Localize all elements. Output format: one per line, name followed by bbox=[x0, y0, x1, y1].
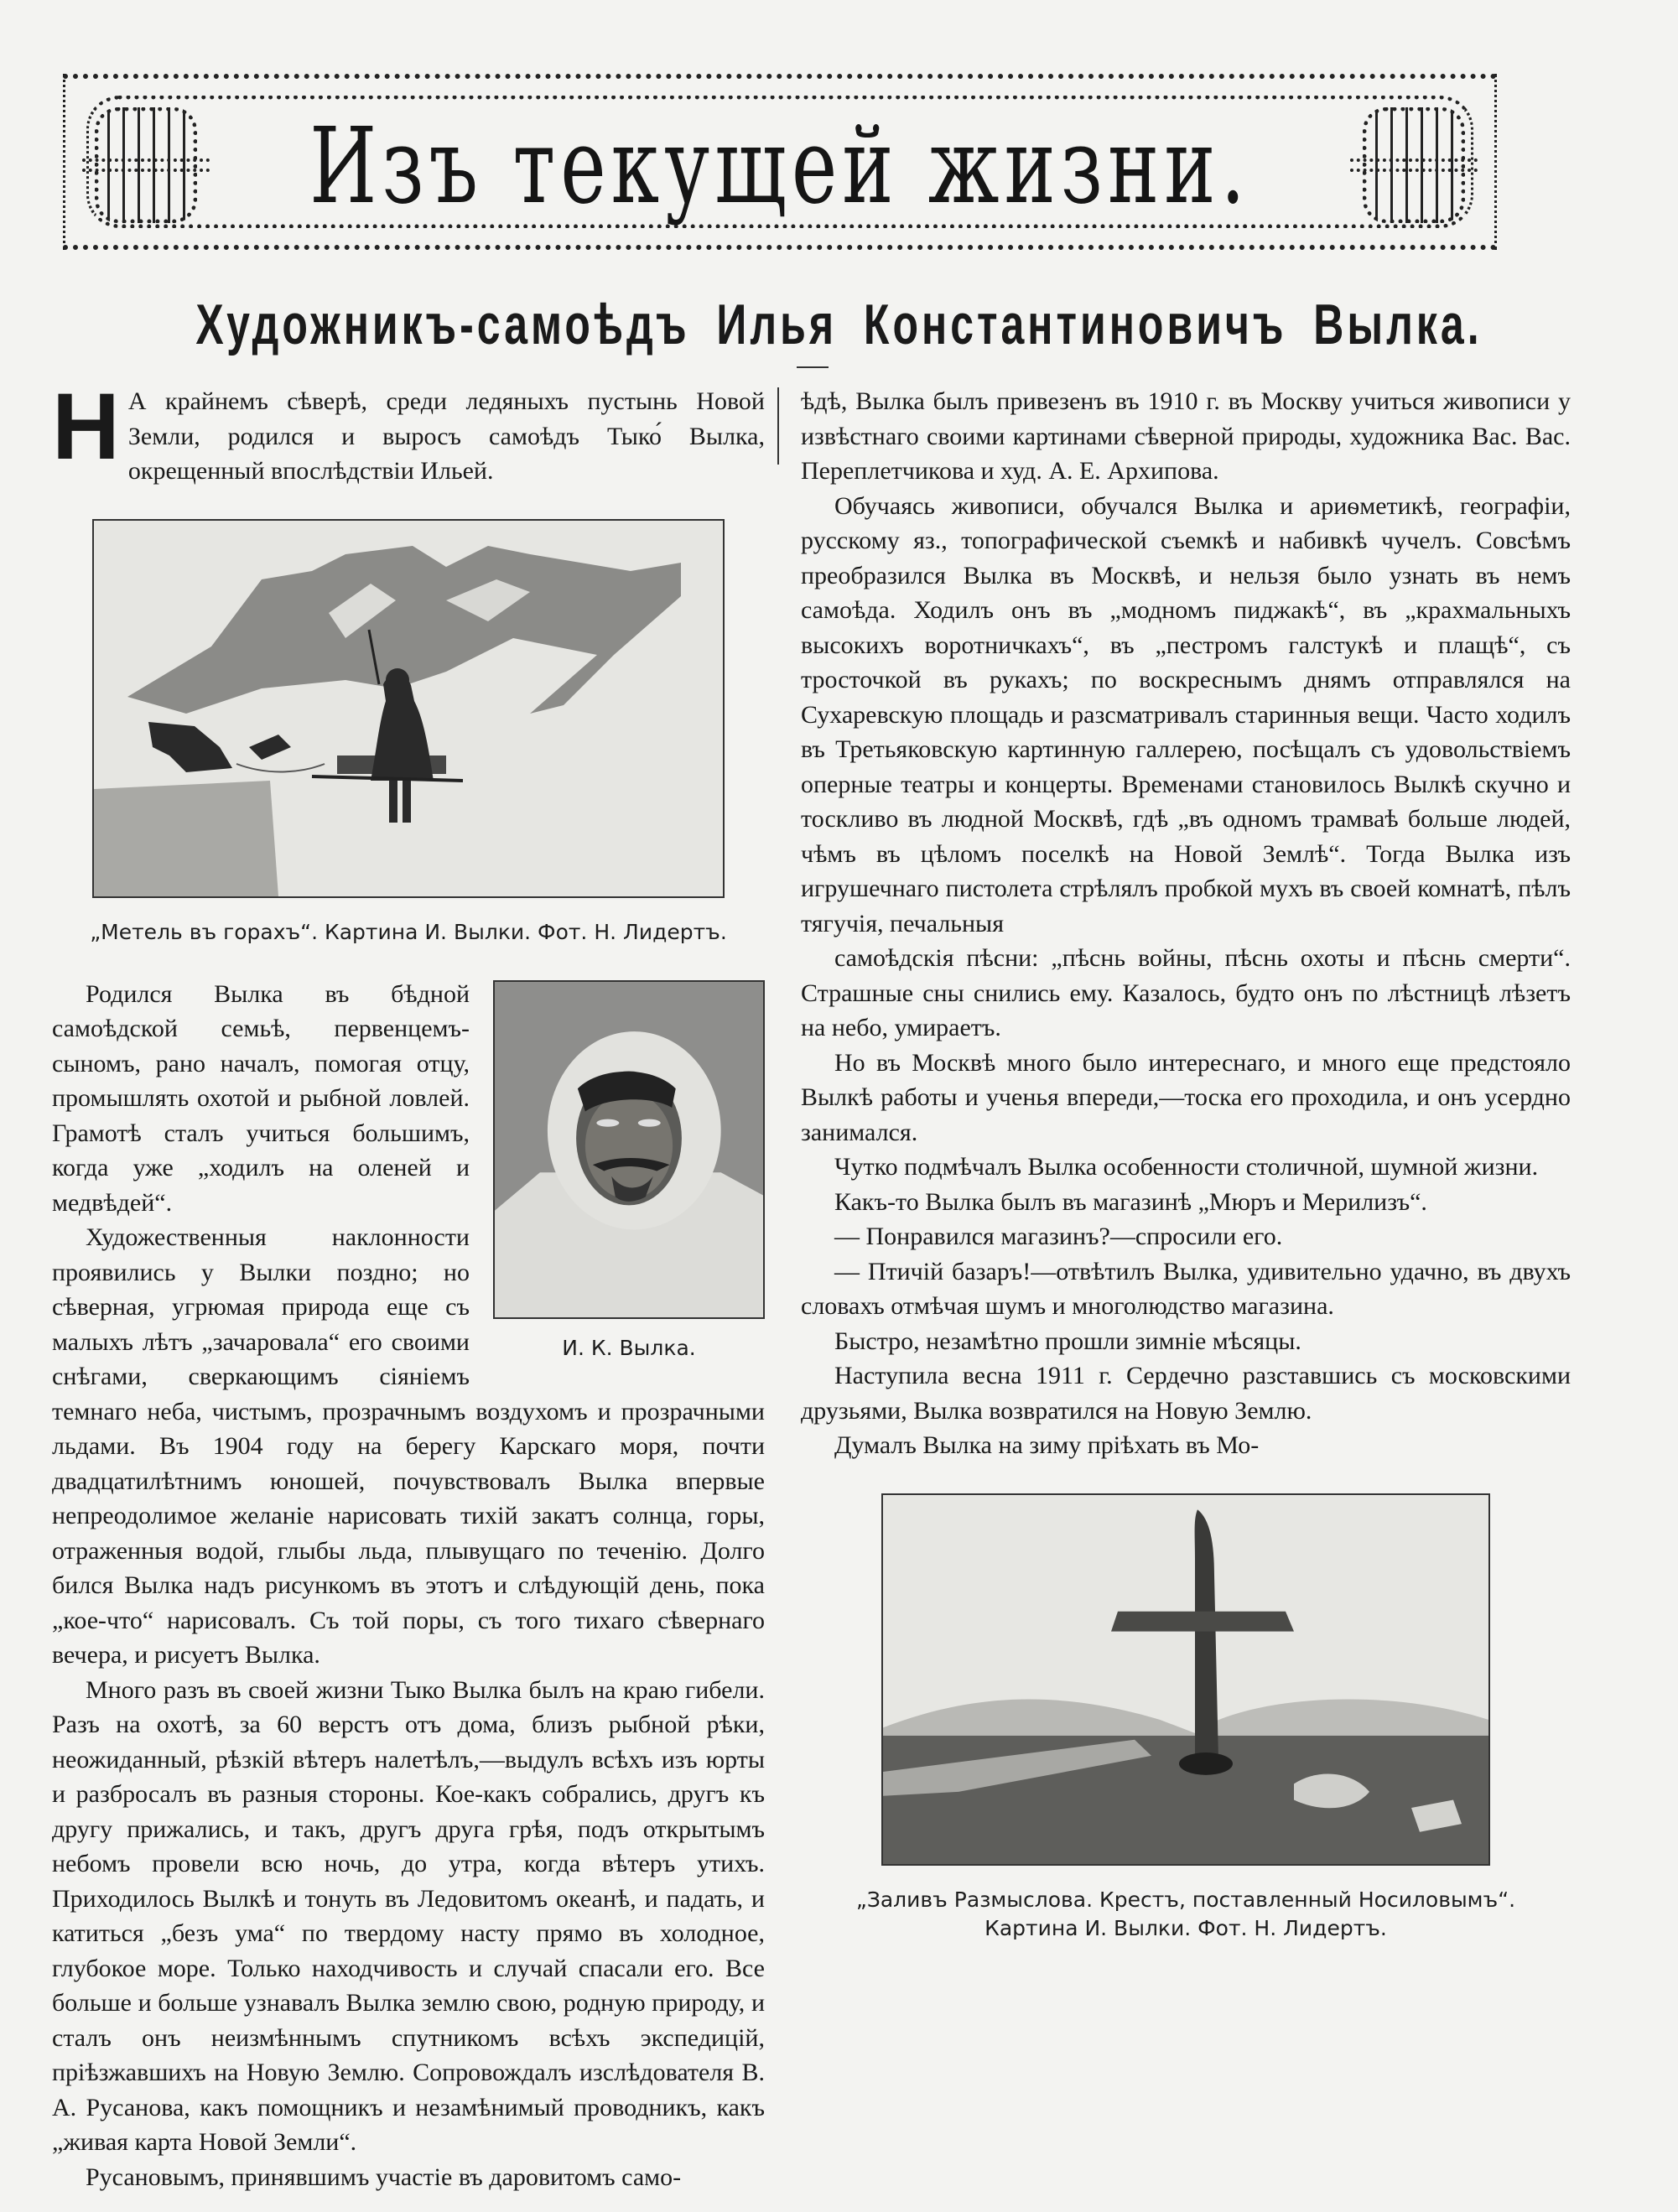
caption-line: Картина И. Вылки. Фот. Н. Лидертъ. bbox=[984, 1915, 1387, 1940]
title-rule bbox=[797, 366, 829, 368]
paragraph: Художественныя наклонности проявились у Вылки поздно; но сѣверная, угрюмая природа еще съ малыхъ лѣтъ „зачаровала“ его своими снѣгами, сверкающимъ сіяніемъ темнаго неба, чистымъ, прозрачнымъ воздухомъ и прозрачными льдами. Въ 1904 году на берегу Карскаго моря, почти двадцатилѣтнимъ юношей, почувствовалъ Вылка впервые непреодолимое желаніе нарисовать тихій закатъ солнца, горы, отраженныя водой, глыбы льда, плывущаго по теченію. Долго бился Вылка надъ рисункомъ въ этотъ и слѣдующій день, пока „кое-что“ нарисовалъ. Съ той поры, съ того тихаго сѣвернаго вечера, и рисуетъ Вылка. bbox=[52, 1223, 765, 1669]
figure-caption: „Метель въ горахъ“. Картина И. Вылки. Фот. Н. Лидертъ. bbox=[90, 919, 727, 944]
drop-cap: Н bbox=[52, 374, 120, 479]
left-column bbox=[52, 374, 765, 2194]
cross-illustration bbox=[883, 1495, 1488, 1864]
figure-portrait-block bbox=[493, 980, 765, 1363]
paragraph: — Птичій базаръ!—отвѣтилъ Вылка, удивительно удачно, въ двухъ словахъ отмѣчая шумъ и многолюдство магазина. bbox=[801, 1257, 1571, 1320]
paragraph: Наступила весна 1911 г. Сердечно разставшись съ московскими друзьями, Вылка возвратился на Новую Землю. bbox=[801, 1362, 1571, 1425]
paragraph: Много разъ въ своей жизни Тыко Вылка былъ на краю гибели. Разъ на охотѣ, за 60 верстъ отъ дома, близъ рыбной рѣки, неожиданный, рѣзкій вѣтеръ налетѣлъ,—выдулъ всѣхъ изъ юрты и разбросалъ въ разныя стороны. Кое-какъ собрались, другъ къ другу прижались, и такъ, другъ друга грѣя, подъ открытымъ небомъ провели всю ночь, до утра, когда вѣтеръ утихъ. Приходилось Вылкѣ и тонуть въ Ледовитомъ океанѣ, и падать, и катиться „безъ ума“ по твердому насту прямо въ холодное, глубокое море. Только находчивость и случай спасали его. Все больше и больше узнавалъ Вылка землю свою, родную природу, и сталъ онъ неизмѣннымъ спутникомъ всѣхъ экспедицій, пріѣзжавшихъ на Новую Землю. Сопровождалъ изслѣдователя В. А. Русанова, какъ помощникъ и незамѣнимый проводникъ, какъ „живая карта Новой Земли“. bbox=[52, 1675, 765, 2156]
paragraph: Думалъ Вылка на зиму пріѣхать въ Мо- bbox=[834, 1431, 1260, 1459]
intro-text: А крайнемъ сѣверѣ, среди ледяныхъ пустынь Новой Земли, родился и выросъ самоѣдъ Тыко́ Вылка, окрещенный впослѣдствіи Ильей. bbox=[127, 387, 765, 485]
paragraph: Русановымъ, принявшимъ участіе въ даровитомъ само- bbox=[86, 2163, 682, 2191]
paragraph: Быстро, незамѣтно прошли зимніе мѣсяцы. bbox=[834, 1327, 1301, 1355]
figure-snowstorm-block bbox=[52, 519, 765, 947]
section-banner bbox=[63, 74, 1497, 250]
figure-cross-painting bbox=[881, 1493, 1490, 1866]
right-column bbox=[801, 384, 1571, 1943]
paragraph: Но въ Москвѣ много было интереснаго, и много еще предстояло Вылкѣ работы и ученья впереди,—тоска его проходила, и онъ усердно занимался. bbox=[801, 1048, 1571, 1146]
figure-caption bbox=[801, 1886, 1571, 1943]
paragraph: Обучаясь живописи, обучался Вылка и ариѳметикѣ, географіи, русскому яз., топографической съемкѣ и набивкѣ чучелъ. Совсѣмъ преобразился Вылка въ Москвѣ, и нельзя было узнать въ немъ самоѣда. Ходилъ онъ въ „модномъ пиджакѣ“, въ „крахмальныхъ высокихъ воротничкахъ“, въ „пестромъ галстукѣ и плащѣ“, съ тросточкой въ рукахъ; по воскреснымъ днямъ отправлялся на Сухаревскую площадь и разсматривалъ старинныя вещи. Часто ходилъ въ Третьяковскую картинную галлерею, посѣщалъ съ удовольствіемъ оперные театры и концерты. Временами становилось Вылкѣ скучно и тоскливо въ людной Москвѣ, гдѣ „въ одномъ трамваѣ больше людей, чѣмъ въ цѣломъ поселкѣ на Новой Землѣ“. Тогда Вылка изъ игрушечнаго пистолета стрѣлялъ пробкой мухъ въ своей комнатѣ, пѣлъ тягучія, печальныя bbox=[801, 491, 1571, 937]
intro-paragraph bbox=[52, 374, 765, 489]
paragraph: Чутко подмѣчалъ Вылка особенности столичной, шумной жизни. bbox=[834, 1153, 1539, 1181]
snowstorm-illustration bbox=[94, 521, 723, 896]
paragraph: — Понравился магазинъ?—спросили его. bbox=[834, 1223, 1283, 1250]
article-title: Художникъ-самоѣдъ Илья Константиновичъ Вылка. bbox=[195, 293, 1483, 356]
paragraph: Родился Вылка въ бѣдной самоѣдской семьѣ, первенцемъ-сыномъ, рано началъ, помогая отцу, промышлять охотой и рыбной ловлей. Грамотѣ сталъ учиться большимъ, когда уже „ходилъ на оленей и медвѣдей“. bbox=[52, 979, 470, 1217]
caption-line: „Заливъ Размыслова. Крестъ, поставленный Носиловымъ“. bbox=[855, 1887, 1516, 1912]
figure-snowstorm-painting bbox=[92, 519, 725, 898]
paragraph: ѣдѣ, Вылка былъ привезенъ въ 1910 г. въ Москву учиться живописи у извѣстнаго своими картинами сѣверной природы, художника Вас. Вас. Переплетчикова и худ. А. Е. Архипова. bbox=[801, 387, 1571, 485]
figure-portrait bbox=[493, 980, 765, 1319]
figure-cross-block bbox=[801, 1493, 1571, 1943]
figure-caption: И. К. Вылка. bbox=[562, 1335, 696, 1360]
paragraph: самоѣдскія пѣсни: „пѣснь войны, пѣснь охоты и пѣснь смерти“. Страшные сны снились ему. Казалось, будто онъ по лѣстницѣ лѣзетъ на небо, умираетъ. bbox=[801, 944, 1571, 1041]
portrait-illustration bbox=[495, 982, 763, 1317]
paragraph: Какъ-то Вылка былъ въ магазинѣ „Мюръ и Мерилизъ“. bbox=[834, 1187, 1427, 1216]
column-divider bbox=[777, 387, 779, 465]
section-title: Изъ текущей жизни. bbox=[309, 106, 1250, 227]
